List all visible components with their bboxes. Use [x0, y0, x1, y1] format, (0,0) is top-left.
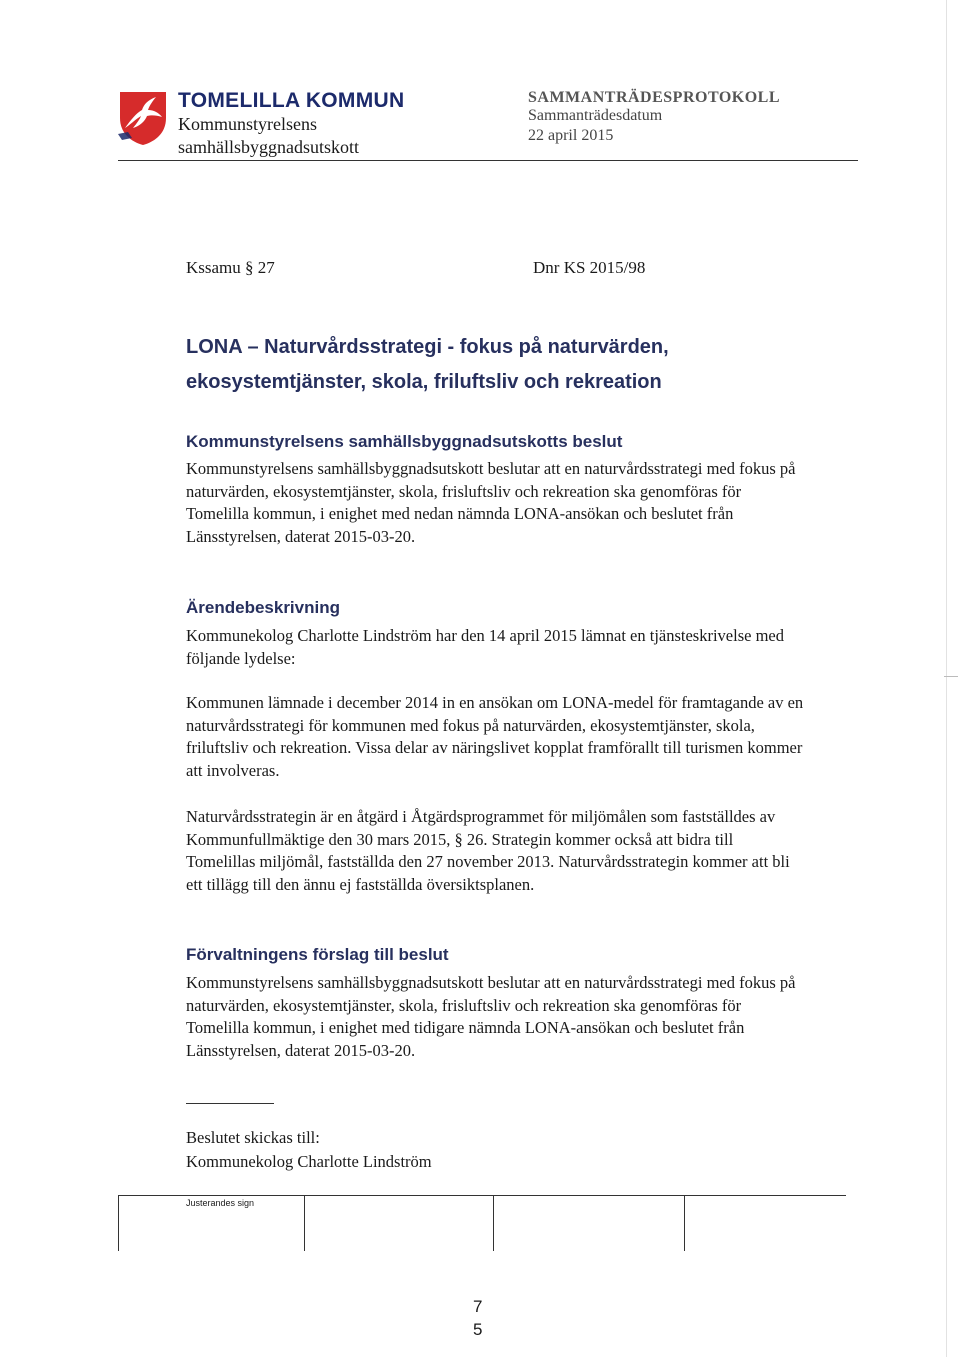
signature-label: Justerandes sign — [186, 1198, 255, 1208]
meeting-date-label: Sammanträdesdatum — [528, 107, 663, 124]
decision-text: Kommunstyrelsens samhällsbyggnadsutskott beslutar att en naturvårdsstrategi med fokus på naturvärden, ekosystemtjänster, skola, frisluftsliv och rekreation ska genomföras för Tomelilla kommun, i enighet med nedan nämnda LONA-ansökan och beslutet från Länsstyrelsen, daterat 2015-03-20. — [186, 459, 796, 546]
description-paragraph: Naturvårdsstrategin är en åtgärd i Åtgärdsprogrammet för miljömålen som fastställdes av Kommunfullmäktige den 30 mars 2015, § 26. Strategin kommer också att bidra till Tomelillas miljömål, fastställda den 27 november 2013. Naturvårdsstrategin kommer att bli ett tillägg till den ännu ej fastställda översiktsplanen. — [186, 807, 790, 894]
section-reference: Kssamu § 27 — [186, 258, 275, 277]
document-type: SAMMANTRÄDESPROTOKOLL — [528, 89, 781, 106]
signature-cell-divider — [493, 1196, 494, 1251]
signature-cell-divider — [304, 1196, 305, 1251]
meeting-date-value: 22 april 2015 — [528, 127, 614, 144]
organization-name: TOMELILLA KOMMUN — [178, 89, 405, 112]
organization-committee: Kommunstyrelsens — [178, 114, 317, 134]
page-number: 7 — [473, 1297, 483, 1316]
signature-cell-divider — [684, 1196, 685, 1251]
municipal-coat-of-arms-icon — [118, 88, 168, 146]
description-heading: Ärendebeskrivning — [186, 598, 340, 617]
organization-subcommittee: samhällsbyggnadsutskott — [178, 137, 359, 157]
document-title — [186, 330, 826, 400]
distribution-recipient: Kommunekolog Charlotte Lindström — [186, 1152, 432, 1171]
diary-number: Dnr KS 2015/98 — [533, 258, 646, 277]
description-paragraph: Kommunen lämnade i december 2014 in en ansökan om LONA-medel för framtagande av en naturvårdsstrategi för kommunen med fokus på naturvärden, ekosystemtjänster, skola, friluftsliv och rekreation. Vissa delar av näringslivet kopplat framförallt till turismen kommer att involveras. — [186, 693, 804, 780]
distribution-label: Beslutet skickas till: — [186, 1128, 320, 1147]
proposal-text: Kommunstyrelsens samhällsbyggnadsutskott beslutar att en naturvårdsstrategi med fokus på naturvärden, ekosystemtjänster, skola, frisluftsliv och rekreation ska genomföras för Tomelilla kommun, i enighet med tidigare nämnda LONA-ansökan och beslutet från Länsstyrelsen, daterat 2015-03-20. — [186, 973, 796, 1060]
decision-heading: Kommunstyrelsens samhällsbyggnadsutskotts beslut — [186, 432, 623, 451]
header-divider — [118, 160, 858, 161]
scan-edge-mark — [944, 676, 958, 677]
title-line-1: LONA – Naturvårdsstrategi - fokus på naturvärden, — [186, 336, 669, 358]
distribution-divider — [186, 1103, 274, 1104]
scan-edge-line — [946, 0, 947, 1357]
proposal-heading: Förvaltningens förslag till beslut — [186, 945, 449, 964]
description-intro: Kommunekolog Charlotte Lindström har den 14 april 2015 lämnat en tjänsteskrivelse med följande lydelse: — [186, 626, 784, 668]
title-line-2: ekosystemtjänster, skola, friluftsliv och rekreation — [186, 371, 662, 393]
page-number: 5 — [473, 1320, 483, 1339]
signature-cell-divider — [118, 1196, 119, 1251]
